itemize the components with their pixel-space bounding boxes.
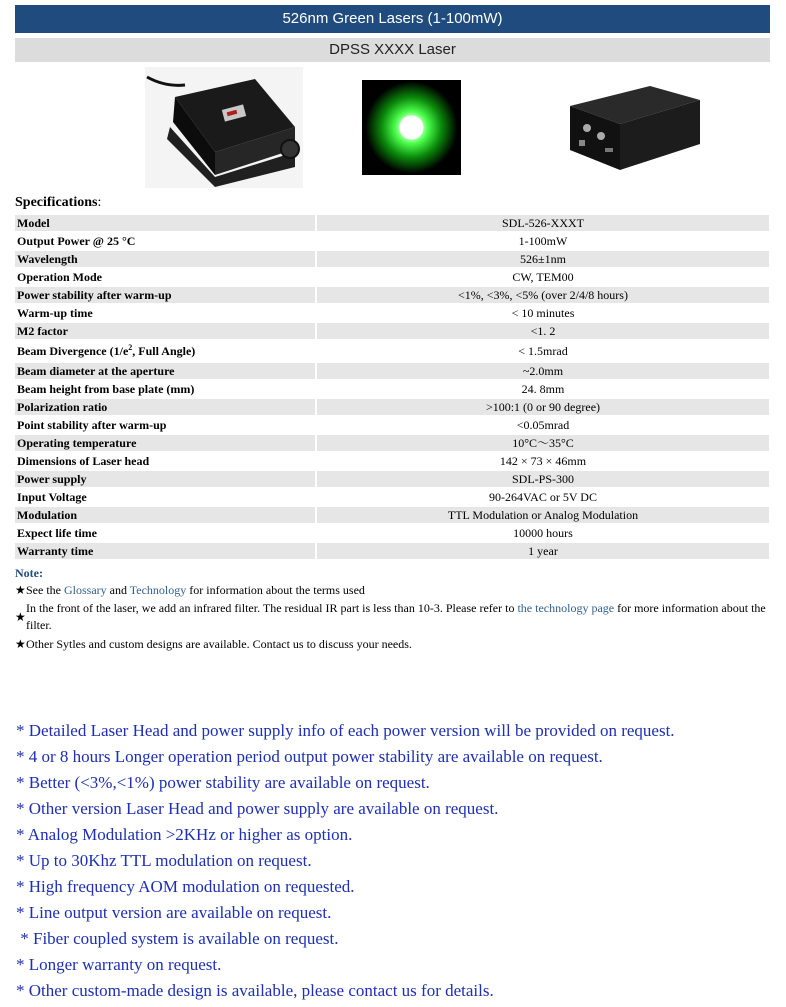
list-item: * Longer warranty on request. (16, 955, 222, 974)
spec-label: Beam diameter at the aperture (15, 363, 315, 379)
table-row (15, 251, 769, 267)
list-item: * 4 or 8 hours Longer operation period output power stability are available on request. (16, 747, 603, 766)
table-row (15, 507, 769, 523)
list-item: * Analog Modulation >2KHz or higher as option. (16, 825, 353, 844)
technology-link[interactable]: Technology (129, 583, 187, 597)
spec-label: Power supply (15, 471, 315, 487)
spec-label: Input Voltage (15, 489, 315, 505)
spec-value: >100:1 (0 or 90 degree) (317, 399, 769, 415)
spec-label: Wavelength (15, 251, 315, 267)
spec-value: 1-100mW (317, 233, 769, 249)
table-row (15, 489, 769, 505)
spec-value: < 1.5mrad (317, 341, 769, 361)
list-item: * Line output version are available on request. (16, 903, 332, 922)
spec-label: Dimensions of Laser head (15, 453, 315, 469)
list-item: * Better (<3%,<1%) power stability are available on request. (16, 773, 430, 792)
beam-spot-image (362, 80, 461, 175)
spec-value: 10000 hours (317, 525, 769, 541)
table-row (15, 399, 769, 415)
spec-value: 24. 8mm (317, 381, 769, 397)
list-item: * Detailed Laser Head and power supply info of each power version will be provided on request. (16, 721, 675, 740)
table-row (15, 543, 769, 559)
spec-label: Power stability after warm-up (15, 287, 315, 303)
specifications-heading: Specifications: (15, 195, 102, 210)
note-glossary: ★ See the Glossary and Technology for information about the terms used (15, 583, 365, 597)
list-item: * Fiber coupled system is available on request. (16, 929, 339, 948)
spec-value: 1 year (317, 543, 769, 559)
technology-page-link[interactable]: the technology page (517, 601, 615, 615)
star-icon: ★ (15, 610, 26, 624)
page-title: 526nm Green Lasers (1-100mW) (15, 5, 770, 33)
spec-value: < 10 minutes (317, 305, 769, 321)
spec-label: Beam height from base plate (mm) (15, 381, 315, 397)
table-row (15, 305, 769, 321)
list-item: * Other version Laser Head and power supply are available on request. (16, 799, 499, 818)
spec-value: <1. 2 (317, 323, 769, 339)
specifications-table (13, 213, 771, 561)
star-icon: ★ (15, 583, 26, 597)
table-row (15, 363, 769, 379)
table-row (15, 269, 769, 285)
table-row (15, 341, 769, 361)
table-row (15, 287, 769, 303)
star-icon: ★ (15, 637, 26, 651)
page-subtitle: DPSS XXXX Laser (15, 38, 770, 62)
table-row (15, 215, 769, 231)
spec-value: SDL-PS-300 (317, 471, 769, 487)
spec-label: Warm-up time (15, 305, 315, 321)
spec-value: SDL-526-XXXT (317, 215, 769, 231)
spec-label: Model (15, 215, 315, 231)
spec-value: TTL Modulation or Analog Modulation (317, 507, 769, 523)
list-item: * Up to 30Khz TTL modulation on request. (16, 851, 312, 870)
options-list (16, 718, 776, 1004)
power-supply-image (565, 78, 705, 176)
spec-label: Point stability after warm-up (15, 417, 315, 433)
spec-value: CW, TEM00 (317, 269, 769, 285)
spec-label: Operating temperature (15, 435, 315, 451)
spec-value: <0.05mrad (317, 417, 769, 433)
table-row (15, 453, 769, 469)
spec-label: M2 factor (15, 323, 315, 339)
spec-label: Operation Mode (15, 269, 315, 285)
spec-label: Polarization ratio (15, 399, 315, 415)
table-row (15, 323, 769, 339)
spec-value: 90-264VAC or 5V DC (317, 489, 769, 505)
spec-value: <1%, <3%, <5% (over 2/4/8 hours) (317, 287, 769, 303)
list-item: * High frequency AOM modulation on requested. (16, 877, 355, 896)
spec-label: Modulation (15, 507, 315, 523)
table-row (15, 435, 769, 451)
spec-label: Warranty time (15, 543, 315, 559)
table-row (15, 233, 769, 249)
table-row (15, 417, 769, 433)
spec-label: Expect life time (15, 525, 315, 541)
spec-label: Output Power @ 25 °C (15, 233, 315, 249)
table-row (15, 381, 769, 397)
note-infrared-filter: ★ In the front of the laser, we add an infrared filter. The residual IR part is less than 10-3. Please refer to the technology page for more information about the filter. (15, 601, 766, 632)
glossary-link[interactable]: Glossary (64, 583, 107, 597)
table-row (15, 471, 769, 487)
table-row (15, 525, 769, 541)
spec-value: ~2.0mm (317, 363, 769, 379)
spec-value: 526±1nm (317, 251, 769, 267)
note-custom-designs: ★ Other Sytles and custom designs are available. Contact us to discuss your needs. (15, 637, 412, 651)
note-label: Note: (15, 566, 43, 580)
spec-label: Beam Divergence ($1/e^2$, Full Angle) (15, 341, 315, 361)
spec-value: 142 × 73 × 46mm (317, 453, 769, 469)
list-item: * Other custom-made design is available, please contact us for details. (16, 981, 494, 1000)
laser-head-image (145, 67, 303, 188)
spec-value: 10°C～35°C (317, 435, 769, 451)
